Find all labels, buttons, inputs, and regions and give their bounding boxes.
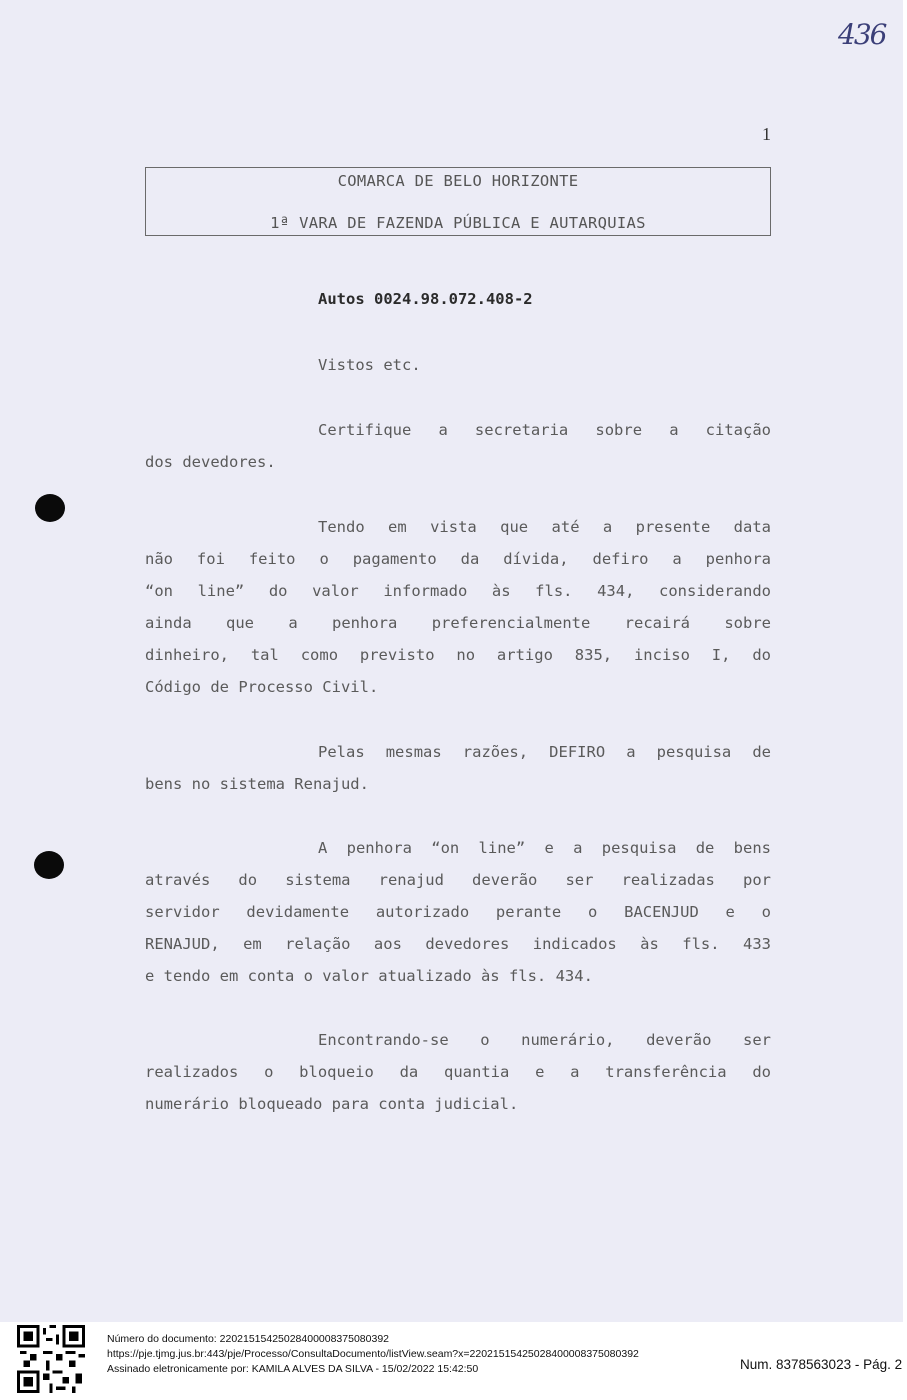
court-division: 1ª VARA DE FAZENDA PÚBLICA E AUTARQUIAS bbox=[270, 214, 646, 232]
paragraph-line: Código de Processo Civil. bbox=[145, 678, 379, 696]
court-header-box bbox=[145, 167, 771, 236]
paragraph-line: ainda que a penhora preferencialmente recairá sobre bbox=[145, 614, 771, 632]
document-footer bbox=[107, 1332, 639, 1377]
paragraph-line: Pelas mesmas razões, DEFIRO a pesquisa de bbox=[318, 743, 771, 761]
page-number: 1 bbox=[762, 124, 771, 144]
paragraph-line: Tendo em vista que até a presente data bbox=[318, 518, 771, 536]
paragraph-line: A penhora “on line” e a pesquisa de bens bbox=[318, 839, 771, 857]
document-page-reference: Num. 8378563023 - Pág. 2 bbox=[740, 1357, 903, 1372]
paragraph-line: bens no sistema Renajud. bbox=[145, 775, 369, 793]
court-name: COMARCA DE BELO HORIZONTE bbox=[337, 172, 579, 190]
case-number: Autos 0024.98.072.408-2 bbox=[318, 290, 533, 308]
qr-code-icon bbox=[17, 1325, 85, 1393]
document-url: https://pje.tjmg.jus.br:443/pje/Processo/ConsultaDocumento/listView.seam?x=22021515425028400008375080392 bbox=[107, 1348, 639, 1360]
paragraph-line: RENAJUD, em relação aos devedores indicados às fls. 433 bbox=[145, 935, 771, 953]
document-number: Número do documento: 22021515425028400008375080392 bbox=[107, 1333, 389, 1345]
paragraph-line: através do sistema renajud deverão ser realizadas por bbox=[145, 871, 771, 889]
paragraph-certifique bbox=[145, 414, 771, 478]
signature-info: Assinado eletronicamente por: KAMILA ALVES DA SILVA - 15/02/2022 15:42:50 bbox=[107, 1363, 479, 1375]
punch-hole bbox=[34, 851, 64, 879]
paragraph-bacenjud bbox=[145, 832, 771, 992]
paragraph-line: não foi feito o pagamento da dívida, defiro a penhora bbox=[145, 550, 771, 568]
paragraph-line: dos devedores. bbox=[145, 453, 276, 471]
paragraph-line: Certifique a secretaria sobre a citação bbox=[318, 421, 771, 439]
paragraph-numerario bbox=[145, 1024, 771, 1120]
paragraph-line: e tendo em conta o valor atualizado às fls. 434. bbox=[145, 967, 593, 985]
paragraph-line: servidor devidamente autorizado perante o BACENJUD e o bbox=[145, 903, 771, 921]
punch-hole bbox=[35, 494, 65, 522]
paragraph-line: “on line” do valor informado às fls. 434, considerando bbox=[145, 582, 771, 600]
paragraph-penhora bbox=[145, 511, 771, 703]
paragraph-renajud bbox=[145, 736, 771, 800]
paragraph-line: Encontrando-se o numerário, deverão ser bbox=[318, 1031, 771, 1049]
paragraph-line: realizados o bloqueio da quantia e a transferência do bbox=[145, 1063, 771, 1081]
paragraph-line: Vistos etc. bbox=[318, 356, 421, 374]
paragraph-vistos bbox=[145, 349, 771, 381]
paragraph-line: dinheiro, tal como previsto no artigo 835, inciso I, do bbox=[145, 646, 771, 664]
handwritten-page-number: 436 bbox=[838, 18, 886, 51]
paragraph-line: numerário bloqueado para conta judicial. bbox=[145, 1095, 519, 1113]
